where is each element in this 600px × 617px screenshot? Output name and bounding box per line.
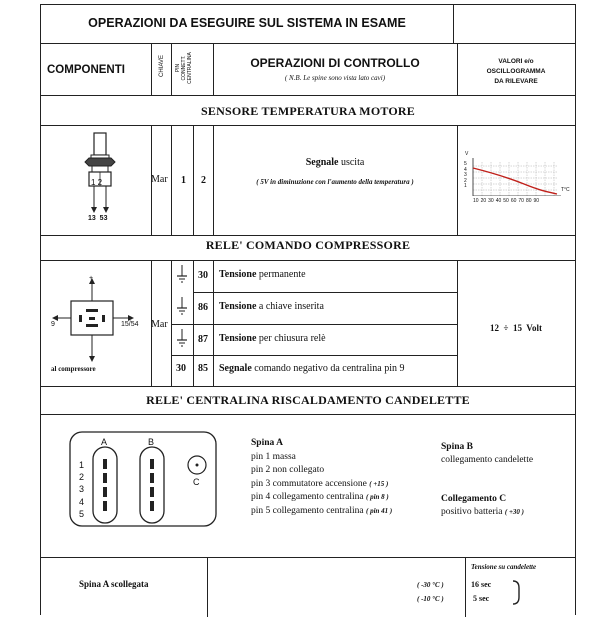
connector-label-a: A (101, 437, 108, 447)
sensor-signal-note: ( 5V in diminuzione con l'aumento della temperatura ) (256, 178, 414, 186)
bracket-icon (511, 580, 523, 605)
temp-minus-30: ( -30 °C ) (417, 581, 444, 589)
ground-icon (175, 296, 189, 318)
document-page (40, 4, 576, 615)
col-operazioni: OPERAZIONI DI CONTROLLO (250, 56, 420, 70)
col-operazioni-note: ( N.B. Le spine sono vista lato cavi) (284, 74, 386, 82)
col-pin: PIN CONNETT. CENTRALINA (175, 52, 193, 84)
spina-a-description: Spina A pin 1 massa pin 2 non collegato pin 3 commutatore accensione ( +15 ) pin 4 collegamento centralina ( pin 8 ) pin 5 collegamento centralina ( pin 41 ) (251, 438, 393, 516)
relay-pin-1554-label: 15/54 (121, 321, 139, 328)
relay-row1-text: Tensione permanente (219, 269, 306, 280)
chart-y-ticks: 5 4 3 2 1 (464, 161, 467, 190)
sensor-wire-numbers: 13 53 (88, 215, 108, 222)
col-chiave: CHIAVE (159, 55, 165, 77)
sensor-voltage-chart (461, 153, 573, 211)
time-5-sec: 5 sec (473, 594, 490, 603)
relay-row4-pin: 85 (198, 363, 208, 374)
section-rele-title: RELE' COMANDO COMPRESSORE (205, 238, 411, 252)
chart-x-ticks: 10 20 30 40 50 60 70 80 90 (473, 198, 540, 204)
sensor-terminals-label: 1 2 (91, 178, 103, 187)
ground-icon (175, 264, 189, 286)
document-title: OPERAZIONI DA ESEGUIRE SUL SISTEMA IN ESAME (88, 16, 406, 30)
chart-plot-area (469, 158, 563, 196)
spina-b-description: Spina B collegamento candelette (441, 442, 534, 465)
sensor-pin-2: 2 (201, 175, 206, 186)
relay-row3-text: Tensione per chiusura relè (219, 333, 326, 344)
sensor-signal: Segnale uscita (305, 157, 365, 168)
spina-scollegata-label: Spina A scollegata (79, 579, 149, 589)
sensor-chiave: Mar (151, 174, 168, 185)
relay-voltage-value: 12 ÷ 15 Volt (490, 323, 542, 333)
col-componenti: COMPONENTI (47, 64, 125, 76)
connector-pin-numbers: 1 2 3 4 5 (79, 460, 85, 519)
relay-row4-text: Segnale comando negativo da centralina pin 9 (219, 363, 405, 374)
chart-t-label: T°C (561, 187, 570, 193)
temp-minus-10: ( -10 °C ) (417, 595, 444, 603)
relay-compressor-label: al compressore (51, 365, 96, 373)
time-16-sec: 16 sec (471, 580, 492, 589)
relay-row2-pin: 86 (198, 302, 208, 313)
relay-row2-text: Tensione a chiave inserita (219, 301, 324, 312)
glow-plug-connector-drawing (69, 431, 217, 527)
section-sensore-title: SENSORE TEMPERATURA MOTORE (201, 104, 415, 118)
connector-label-c: C (193, 477, 200, 487)
header-rule (41, 43, 575, 44)
relay-drawing (49, 271, 145, 367)
relay-row4-pin-left: 30 (176, 363, 186, 374)
relay-row3-pin: 87 (198, 334, 208, 345)
section-candelette-title: RELE' CENTRALINA RISCALDAMENTO CANDELETTE (146, 393, 470, 407)
chart-v-label: V (465, 151, 469, 157)
relay-row1-pin: 30 (198, 270, 208, 281)
tensione-candelette-title: Tensione su candelette (471, 563, 537, 571)
connector-label-b: B (148, 437, 155, 447)
collegamento-c-description: Collegamento C positivo batteria ( +30 ) (441, 494, 525, 517)
relay-chiave: Mar (151, 319, 168, 330)
sensor-pin-1: 1 (181, 175, 186, 186)
relay-plus-label: + (89, 275, 94, 282)
relay-pin-9-label: 9 (51, 321, 55, 328)
title-divider (453, 5, 454, 43)
col-valori: VALORI e/o OSCILLOGRAMMA DA RILEVARE (486, 58, 546, 85)
ground-icon (175, 328, 189, 350)
